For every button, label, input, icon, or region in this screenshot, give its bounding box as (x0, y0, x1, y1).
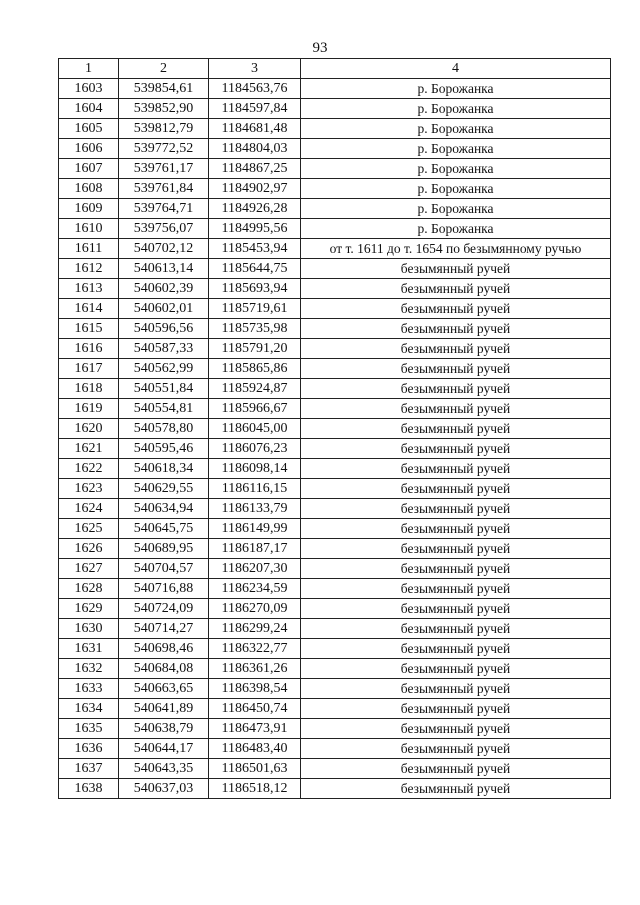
description-cell: безымянный ручей (301, 779, 611, 799)
y-coordinate-cell: 1186483,40 (209, 739, 301, 759)
x-coordinate-cell: 540716,88 (119, 579, 209, 599)
x-coordinate-cell: 539756,07 (119, 219, 209, 239)
point-number-cell: 1605 (59, 119, 119, 139)
y-coordinate-cell: 1186518,12 (209, 779, 301, 799)
y-coordinate-cell: 1185453,94 (209, 239, 301, 259)
x-coordinate-cell: 540618,34 (119, 459, 209, 479)
x-coordinate-cell: 539852,90 (119, 99, 209, 119)
x-coordinate-cell: 540684,08 (119, 659, 209, 679)
y-coordinate-cell: 1185644,75 (209, 259, 301, 279)
description-cell: безымянный ручей (301, 719, 611, 739)
y-coordinate-cell: 1185719,61 (209, 299, 301, 319)
x-coordinate-cell: 540689,95 (119, 539, 209, 559)
table-row (59, 139, 611, 159)
x-coordinate-cell: 539764,71 (119, 199, 209, 219)
x-coordinate-cell: 539761,84 (119, 179, 209, 199)
description-cell: безымянный ручей (301, 579, 611, 599)
x-coordinate-cell: 540724,09 (119, 599, 209, 619)
x-coordinate-cell: 540643,35 (119, 759, 209, 779)
point-number-cell: 1618 (59, 379, 119, 399)
y-coordinate-cell: 1184926,28 (209, 199, 301, 219)
point-number-cell: 1636 (59, 739, 119, 759)
point-number-cell: 1637 (59, 759, 119, 779)
description-cell: безымянный ручей (301, 319, 611, 339)
x-coordinate-cell: 540698,46 (119, 639, 209, 659)
table-row (59, 579, 611, 599)
description-cell: безымянный ручей (301, 679, 611, 699)
table-row (59, 639, 611, 659)
description-cell: р. Борожанка (301, 79, 611, 99)
coordinates-table (58, 58, 611, 799)
x-coordinate-cell: 540551,84 (119, 379, 209, 399)
description-cell: безымянный ручей (301, 359, 611, 379)
page-number: 93 (312, 40, 328, 56)
column-header-description: 4 (301, 59, 611, 79)
y-coordinate-cell: 1186501,63 (209, 759, 301, 779)
point-number-cell: 1619 (59, 399, 119, 419)
column-header-y: 3 (209, 59, 301, 79)
x-coordinate-cell: 539854,61 (119, 79, 209, 99)
point-number-cell: 1608 (59, 179, 119, 199)
description-cell: безымянный ручей (301, 339, 611, 359)
x-coordinate-cell: 540629,55 (119, 479, 209, 499)
description-cell: безымянный ручей (301, 499, 611, 519)
point-number-cell: 1610 (59, 219, 119, 239)
point-number-cell: 1626 (59, 539, 119, 559)
description-cell: безымянный ручей (301, 459, 611, 479)
point-number-cell: 1603 (59, 79, 119, 99)
x-coordinate-cell: 540641,89 (119, 699, 209, 719)
point-number-cell: 1622 (59, 459, 119, 479)
y-coordinate-cell: 1186450,74 (209, 699, 301, 719)
point-number-cell: 1629 (59, 599, 119, 619)
table-row (59, 659, 611, 679)
y-coordinate-cell: 1185865,86 (209, 359, 301, 379)
y-coordinate-cell: 1185791,20 (209, 339, 301, 359)
column-header-point: 1 (59, 59, 119, 79)
x-coordinate-cell: 540596,56 (119, 319, 209, 339)
table-row (59, 199, 611, 219)
y-coordinate-cell: 1186116,15 (209, 479, 301, 499)
y-coordinate-cell: 1184902,97 (209, 179, 301, 199)
y-coordinate-cell: 1184563,76 (209, 79, 301, 99)
description-cell: безымянный ручей (301, 539, 611, 559)
description-cell: безымянный ручей (301, 559, 611, 579)
table-row (59, 119, 611, 139)
x-coordinate-cell: 540602,01 (119, 299, 209, 319)
table-row (59, 419, 611, 439)
y-coordinate-cell: 1186234,59 (209, 579, 301, 599)
description-cell: безымянный ручей (301, 599, 611, 619)
description-cell: р. Борожанка (301, 179, 611, 199)
table-row (59, 399, 611, 419)
point-number-cell: 1628 (59, 579, 119, 599)
x-coordinate-cell: 540602,39 (119, 279, 209, 299)
x-coordinate-cell: 539772,52 (119, 139, 209, 159)
x-coordinate-cell: 540702,12 (119, 239, 209, 259)
description-cell: безымянный ручей (301, 259, 611, 279)
table-row (59, 339, 611, 359)
y-coordinate-cell: 1184681,48 (209, 119, 301, 139)
description-cell: безымянный ручей (301, 299, 611, 319)
point-number-cell: 1620 (59, 419, 119, 439)
y-coordinate-cell: 1186133,79 (209, 499, 301, 519)
table-row (59, 319, 611, 339)
x-coordinate-cell: 540613,14 (119, 259, 209, 279)
y-coordinate-cell: 1186098,14 (209, 459, 301, 479)
table-row (59, 539, 611, 559)
table-row (59, 599, 611, 619)
x-coordinate-cell: 540595,46 (119, 439, 209, 459)
description-cell: безымянный ручей (301, 379, 611, 399)
description-cell: безымянный ручей (301, 399, 611, 419)
y-coordinate-cell: 1184867,25 (209, 159, 301, 179)
table-row (59, 299, 611, 319)
column-header-x: 2 (119, 59, 209, 79)
description-cell: безымянный ручей (301, 699, 611, 719)
y-coordinate-cell: 1186207,30 (209, 559, 301, 579)
x-coordinate-cell: 540645,75 (119, 519, 209, 539)
x-coordinate-cell: 540578,80 (119, 419, 209, 439)
table-row (59, 779, 611, 799)
point-number-cell: 1632 (59, 659, 119, 679)
x-coordinate-cell: 540587,33 (119, 339, 209, 359)
y-coordinate-cell: 1185966,67 (209, 399, 301, 419)
y-coordinate-cell: 1185693,94 (209, 279, 301, 299)
point-number-cell: 1609 (59, 199, 119, 219)
y-coordinate-cell: 1184995,56 (209, 219, 301, 239)
table-row (59, 179, 611, 199)
table-row (59, 739, 611, 759)
y-coordinate-cell: 1186473,91 (209, 719, 301, 739)
description-cell: р. Борожанка (301, 199, 611, 219)
y-coordinate-cell: 1186299,24 (209, 619, 301, 639)
point-number-cell: 1633 (59, 679, 119, 699)
x-coordinate-cell: 539812,79 (119, 119, 209, 139)
description-cell: безымянный ручей (301, 479, 611, 499)
point-number-cell: 1630 (59, 619, 119, 639)
point-number-cell: 1623 (59, 479, 119, 499)
y-coordinate-cell: 1186045,00 (209, 419, 301, 439)
y-coordinate-cell: 1186398,54 (209, 679, 301, 699)
table-row (59, 459, 611, 479)
y-coordinate-cell: 1186270,09 (209, 599, 301, 619)
description-cell: безымянный ручей (301, 659, 611, 679)
point-number-cell: 1614 (59, 299, 119, 319)
description-cell: р. Борожанка (301, 119, 611, 139)
table-body (59, 79, 611, 799)
point-number-cell: 1627 (59, 559, 119, 579)
description-cell: р. Борожанка (301, 219, 611, 239)
table-row (59, 499, 611, 519)
description-cell: безымянный ручей (301, 419, 611, 439)
table-row (59, 359, 611, 379)
point-number-cell: 1615 (59, 319, 119, 339)
table-row (59, 719, 611, 739)
x-coordinate-cell: 540638,79 (119, 719, 209, 739)
description-cell: р. Борожанка (301, 99, 611, 119)
point-number-cell: 1625 (59, 519, 119, 539)
point-number-cell: 1616 (59, 339, 119, 359)
y-coordinate-cell: 1186361,26 (209, 659, 301, 679)
table-row (59, 159, 611, 179)
point-number-cell: 1617 (59, 359, 119, 379)
table-row (59, 619, 611, 639)
y-coordinate-cell: 1186187,17 (209, 539, 301, 559)
point-number-cell: 1604 (59, 99, 119, 119)
table-row (59, 479, 611, 499)
table-row (59, 379, 611, 399)
table-row (59, 759, 611, 779)
description-cell: от т. 1611 до т. 1654 по безымянному ручью (301, 239, 611, 259)
y-coordinate-cell: 1186076,23 (209, 439, 301, 459)
description-cell: р. Борожанка (301, 139, 611, 159)
table-row (59, 519, 611, 539)
description-cell: безымянный ручей (301, 739, 611, 759)
point-number-cell: 1607 (59, 159, 119, 179)
x-coordinate-cell: 540562,99 (119, 359, 209, 379)
y-coordinate-cell: 1184597,84 (209, 99, 301, 119)
point-number-cell: 1606 (59, 139, 119, 159)
x-coordinate-cell: 540637,03 (119, 779, 209, 799)
description-cell: безымянный ручей (301, 639, 611, 659)
x-coordinate-cell: 540663,65 (119, 679, 209, 699)
table-row (59, 559, 611, 579)
x-coordinate-cell: 540714,27 (119, 619, 209, 639)
point-number-cell: 1613 (59, 279, 119, 299)
point-number-cell: 1621 (59, 439, 119, 459)
table-row (59, 79, 611, 99)
header-row (59, 59, 611, 79)
table-row (59, 239, 611, 259)
x-coordinate-cell: 540634,94 (119, 499, 209, 519)
description-cell: р. Борожанка (301, 159, 611, 179)
table-row (59, 99, 611, 119)
y-coordinate-cell: 1186322,77 (209, 639, 301, 659)
description-cell: безымянный ручей (301, 439, 611, 459)
point-number-cell: 1635 (59, 719, 119, 739)
table-row (59, 219, 611, 239)
x-coordinate-cell: 540554,81 (119, 399, 209, 419)
y-coordinate-cell: 1184804,03 (209, 139, 301, 159)
x-coordinate-cell: 540704,57 (119, 559, 209, 579)
point-number-cell: 1612 (59, 259, 119, 279)
table-row (59, 279, 611, 299)
point-number-cell: 1631 (59, 639, 119, 659)
point-number-cell: 1611 (59, 239, 119, 259)
table-row (59, 439, 611, 459)
table-row (59, 699, 611, 719)
x-coordinate-cell: 539761,17 (119, 159, 209, 179)
point-number-cell: 1638 (59, 779, 119, 799)
description-cell: безымянный ручей (301, 619, 611, 639)
description-cell: безымянный ручей (301, 519, 611, 539)
point-number-cell: 1634 (59, 699, 119, 719)
y-coordinate-cell: 1185924,87 (209, 379, 301, 399)
table-row (59, 679, 611, 699)
x-coordinate-cell: 540644,17 (119, 739, 209, 759)
y-coordinate-cell: 1185735,98 (209, 319, 301, 339)
description-cell: безымянный ручей (301, 279, 611, 299)
point-number-cell: 1624 (59, 499, 119, 519)
description-cell: безымянный ручей (301, 759, 611, 779)
y-coordinate-cell: 1186149,99 (209, 519, 301, 539)
table-row (59, 259, 611, 279)
